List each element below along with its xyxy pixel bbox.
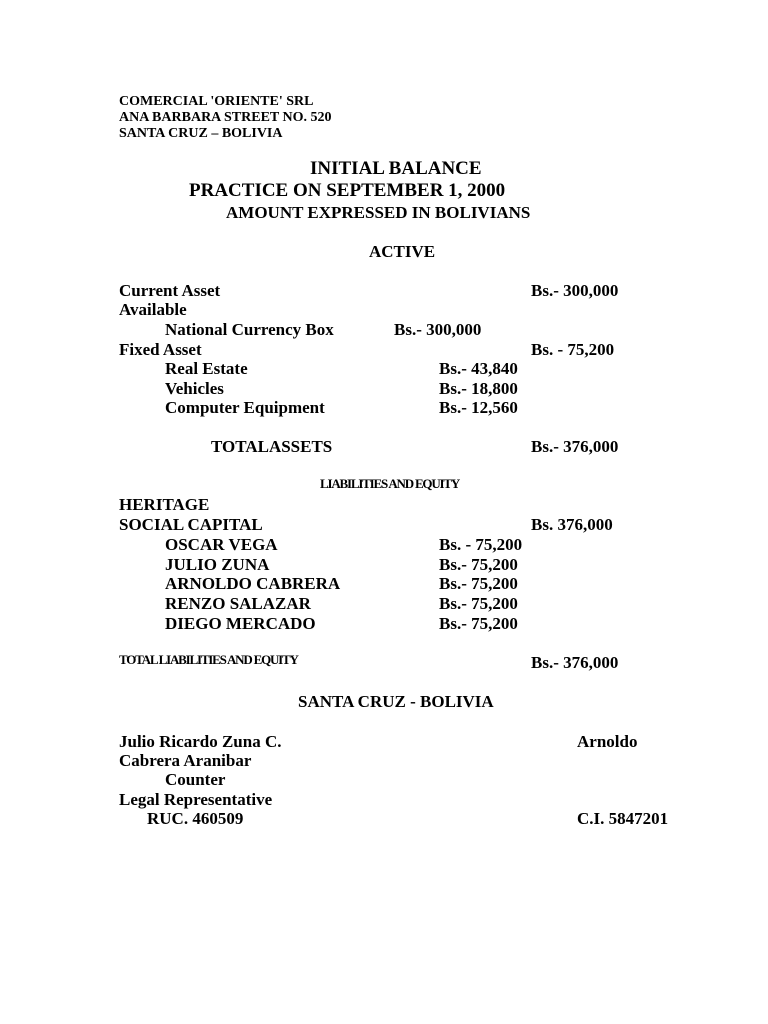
amount-note: AMOUNT EXPRESSED IN BOLIVIANS (226, 203, 531, 222)
partner-name: RENZO SALAZAR (165, 594, 311, 613)
active-heading: ACTIVE (369, 242, 436, 261)
current-asset-label: Current Asset (119, 281, 221, 300)
available-label: Available (119, 300, 187, 319)
partner-name: DIEGO MERCADO (165, 614, 316, 633)
signatory-name-continued: Cabrera Aranibar (119, 751, 252, 770)
partner-amount: Bs.- 75,200 (439, 555, 518, 574)
real-estate-label: Real Estate (165, 359, 248, 378)
national-currency-box-label: National Currency Box (165, 320, 334, 339)
computer-equipment-label: Computer Equipment (165, 398, 325, 417)
signatory-left-name: Julio Ricardo Zuna C. (119, 732, 282, 751)
social-capital-label: SOCIAL CAPITAL (119, 515, 263, 534)
company-name: COMERCIAL 'ORIENTE' SRL (119, 94, 314, 109)
real-estate-amount: Bs.- 43,840 (439, 359, 518, 378)
fixed-asset-label: Fixed Asset (119, 340, 202, 359)
partner-name: JULIO ZUNA (165, 555, 270, 574)
place-line: SANTA CRUZ - BOLIVIA (298, 692, 494, 711)
company-city: SANTA CRUZ – BOLIVIA (119, 126, 283, 141)
ruc-number: RUC. 460509 (147, 809, 244, 828)
document-subtitle: PRACTICE ON SEPTEMBER 1, 2000 (189, 180, 506, 201)
partner-amount: Bs.- 75,200 (439, 614, 518, 633)
current-asset-total: Bs.- 300,000 (531, 281, 619, 300)
partner-name: ARNOLDO CABRERA (165, 574, 341, 593)
fixed-asset-total: Bs. - 75,200 (531, 340, 615, 359)
partner-name: OSCAR VEGA (165, 535, 278, 554)
liabilities-heading: LIABILITIES AND EQUITY (320, 476, 460, 491)
partner-amount: Bs. - 75,200 (439, 535, 523, 554)
heritage-label: HERITAGE (119, 495, 210, 514)
counter-title: Counter (165, 770, 226, 789)
signatory-right-name: Arnoldo (577, 732, 638, 751)
social-capital-amount: Bs. 376,000 (531, 515, 613, 534)
national-currency-box-amount: Bs.- 300,000 (394, 320, 482, 339)
partner-amount: Bs.- 75,200 (439, 574, 518, 593)
legal-representative-title: Legal Representative (119, 790, 273, 809)
total-assets-label: TOTALASSETS (211, 437, 333, 456)
computer-equipment-amount: Bs.- 12,560 (439, 398, 518, 417)
partner-amount: Bs.- 75,200 (439, 594, 518, 613)
total-liabilities-label: TOTAL LIABILITIES AND EQUITY (119, 652, 298, 667)
vehicles-amount: Bs.- 18,800 (439, 379, 518, 398)
total-assets-amount: Bs.- 376,000 (531, 437, 619, 456)
total-liabilities-amount: Bs.- 376,000 (531, 653, 619, 672)
vehicles-label: Vehicles (165, 379, 224, 398)
ci-number: C.I. 5847201 (577, 809, 669, 828)
company-address: ANA BARBARA STREET NO. 520 (119, 110, 332, 125)
document-title: INITIAL BALANCE (310, 158, 482, 179)
